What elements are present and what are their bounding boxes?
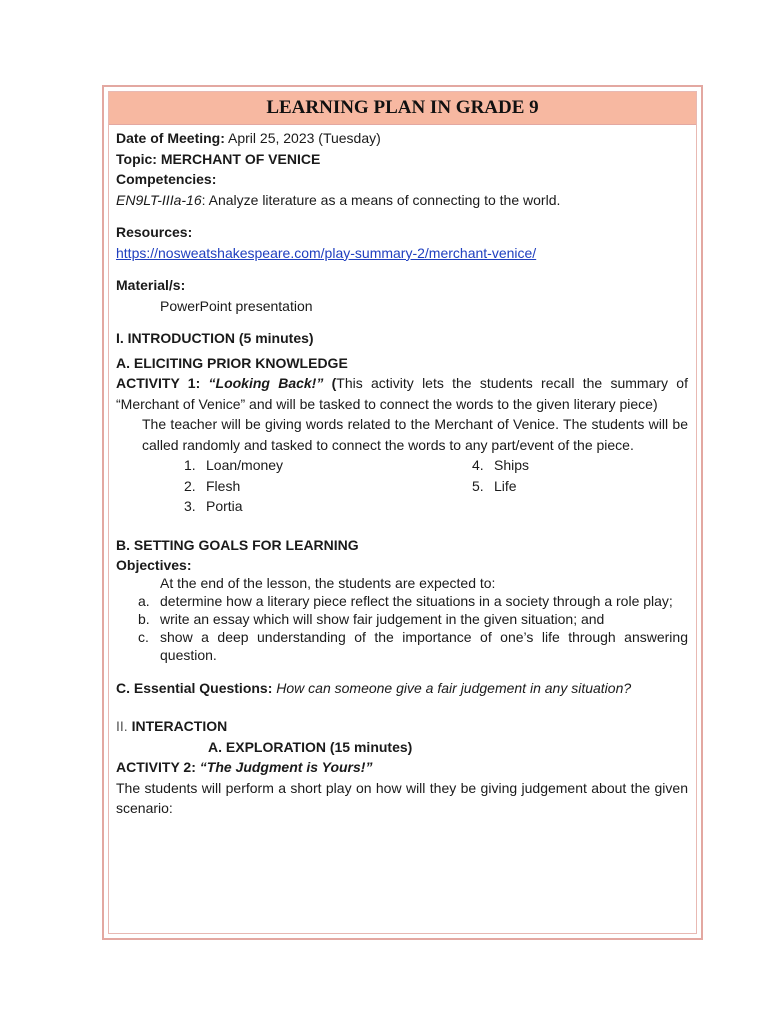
topic-value: MERCHANT OF VENICE [156, 150, 321, 167]
list-item: a. determine how a literary piece reflect the situations in a society through a role play; [138, 592, 673, 609]
objectives-intro: At the end of the lesson, the students are expected to: [160, 574, 496, 591]
competency-code: EN9LT-IIIa-16 [116, 191, 202, 208]
materials-value: PowerPoint presentation [160, 297, 313, 314]
activity2-paragraph: The students will perform a short play on how will they be giving judgement about the given scenario: [116, 779, 688, 816]
list-item: 5. Life [472, 477, 517, 494]
document-frame [102, 85, 703, 940]
activity2-label: ACTIVITY 2: [116, 759, 200, 775]
eliciting-heading: A. ELICITING PRIOR KNOWLEDGE [116, 354, 348, 371]
competency-text: : Analyze literature as a means of connecting to the world. [201, 191, 561, 208]
list-item: 4. Ships [472, 457, 530, 473]
list-item: 2. Flesh [184, 477, 241, 494]
meeting-value: April 25, 2023 (Tuesday) [224, 130, 381, 146]
resources-label: Resources: [116, 224, 193, 240]
activity1-paragraph: The teacher will be giving words related to the Merchant of Venice. The students will be called randomly and tasked to connect the words to any part/event of the piece. [142, 416, 688, 453]
activity1-block [116, 373, 688, 414]
interaction-num: II. [116, 718, 132, 734]
topic-line [116, 149, 688, 170]
word-list [116, 455, 688, 517]
materials-label: Material/s: [116, 277, 186, 293]
list-item: 1. Loan/money [184, 457, 284, 473]
exploration-heading: A. EXPLORATION (15 minutes) [208, 738, 413, 755]
competencies-line [116, 190, 688, 211]
essential-question-line [116, 678, 688, 699]
meeting-line [116, 128, 688, 149]
word-list-left [184, 455, 283, 517]
activity2-line [116, 757, 688, 778]
activity1-paren: ( [323, 375, 337, 391]
essential-question: How can someone give a fair judgement in any situation? [272, 679, 632, 696]
activity1-desc: This activity lets the students recall the summary of “Merchant of Venice” and will be tasked to connect the words to the given literary piece) [116, 375, 688, 412]
meeting-label: Date of Meeting: [116, 130, 225, 146]
resources-link[interactable]: https://nosweatshakespeare.com/play-summary-2/merchant-venice/ [116, 244, 537, 261]
document-inner-border [108, 91, 697, 934]
activity1-label: ACTIVITY 1: [116, 375, 209, 391]
competencies-label: Competencies: [116, 171, 217, 187]
interaction-heading: INTERACTION [131, 718, 228, 734]
document-content [116, 128, 688, 819]
objectives-label: Objectives: [116, 556, 192, 573]
interaction-heading-line [116, 716, 688, 737]
activity1-title: “Looking Back!” [208, 375, 324, 391]
document-title: LEARNING PLAN IN GRADE 9 [109, 92, 696, 125]
activity2-title: “The Judgment is Yours!” [199, 759, 373, 775]
essential-label: C. Essential Questions: [116, 679, 273, 696]
list-item: 3. Portia [184, 498, 243, 514]
list-item: b. write an essay which will show fair judgement in the given situation; and [138, 610, 605, 627]
introduction-heading: I. INTRODUCTION (5 minutes) [116, 330, 314, 346]
objectives-list [116, 574, 688, 664]
word-list-right [472, 455, 529, 496]
topic-label: Topic: [116, 150, 157, 167]
list-item: c. show a deep understanding of the importance of one’s life through answering question. [138, 628, 688, 663]
goals-heading: B. SETTING GOALS FOR LEARNING [116, 537, 359, 553]
